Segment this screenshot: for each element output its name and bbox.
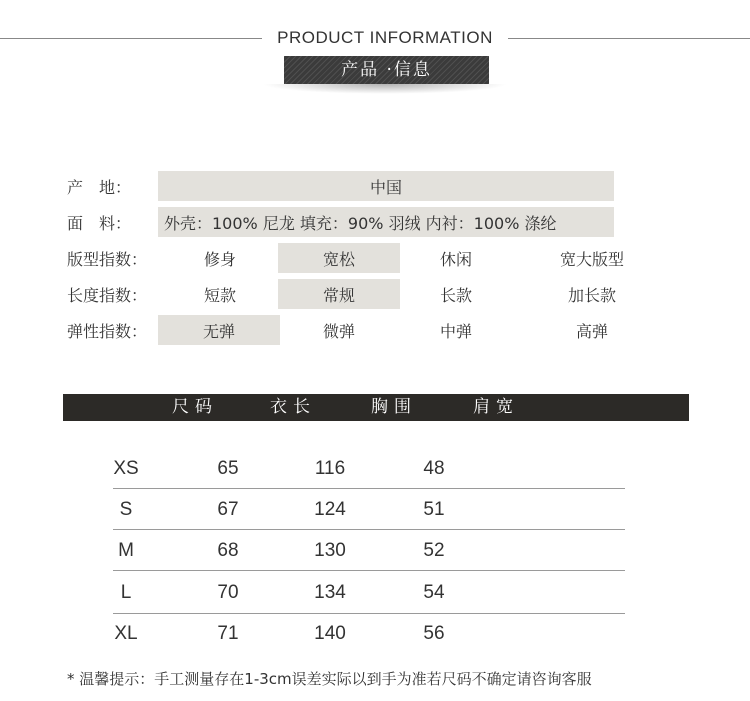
header-banner-shadow (262, 84, 508, 94)
size-header-size: 尺码 (172, 397, 218, 417)
fit-label: 版型指数： (67, 249, 148, 269)
size-cell: 70 (217, 582, 239, 603)
size-header-length: 衣长 (270, 397, 316, 417)
length-option: 短款 (203, 285, 236, 305)
size-cell: 65 (217, 458, 239, 479)
size-cell: M (118, 540, 134, 561)
fit-option-selected: 宽松 (278, 243, 400, 273)
length-option-selected: 常规 (278, 279, 400, 309)
size-row-divider (113, 488, 625, 489)
elasticity-option-selected: 无弹 (158, 315, 280, 345)
size-cell: 67 (217, 499, 239, 520)
fit-option: 休闲 (439, 249, 472, 269)
size-header-chest: 胸围 (371, 397, 417, 417)
size-cell: 51 (423, 499, 445, 520)
size-row-divider (113, 570, 625, 571)
size-cell: XL (114, 623, 138, 644)
material-value: 外壳：100% 尼龙 填充：90% 羽绒 内衬：100% 涤纶 (158, 207, 614, 237)
elasticity-option: 微弹 (322, 321, 355, 341)
size-cell: 48 (423, 458, 445, 479)
elasticity-option: 中弹 (439, 321, 472, 341)
size-cell: 130 (314, 540, 346, 561)
length-option: 长款 (439, 285, 472, 305)
size-cell: 54 (423, 582, 445, 603)
size-cell: 140 (314, 623, 346, 644)
size-cell: L (120, 582, 132, 603)
measurement-note: * 温馨提示：手工测量存在1-3cm误差实际以到手为准若尺码不确定请咨询客服 (67, 670, 592, 688)
size-cell: 71 (217, 623, 239, 644)
size-cell: 124 (314, 499, 346, 520)
fit-option: 宽大版型 (559, 249, 624, 269)
size-cell: 116 (314, 458, 346, 479)
size-cell: 52 (423, 540, 445, 561)
material-label-text: 面 料： (67, 213, 132, 233)
size-cell: 56 (423, 623, 445, 644)
header-rule-left (0, 38, 262, 39)
size-row-divider (113, 529, 625, 530)
length-label: 长度指数： (67, 285, 148, 305)
size-cell: XS (113, 458, 139, 479)
fit-option: 修身 (203, 249, 236, 269)
origin-value: 中国 (158, 171, 614, 201)
elasticity-label: 弹性指数： (67, 321, 148, 341)
material-label (67, 207, 147, 237)
size-cell: 68 (217, 540, 239, 561)
size-cell: S (119, 499, 133, 520)
elasticity-option: 高弹 (575, 321, 608, 341)
size-row-divider (113, 613, 625, 614)
length-option: 加长款 (567, 285, 616, 305)
size-header-shoulder: 肩宽 (473, 397, 519, 417)
size-cell: 134 (314, 582, 346, 603)
origin-label (67, 171, 147, 201)
origin-label-text: 产 地： (67, 177, 132, 197)
header-title-en: PRODUCT INFORMATION (277, 28, 493, 47)
size-table-header (63, 394, 689, 421)
header-rule-right (508, 38, 750, 39)
header-title-cn: 产品 ·信息 (284, 56, 489, 84)
